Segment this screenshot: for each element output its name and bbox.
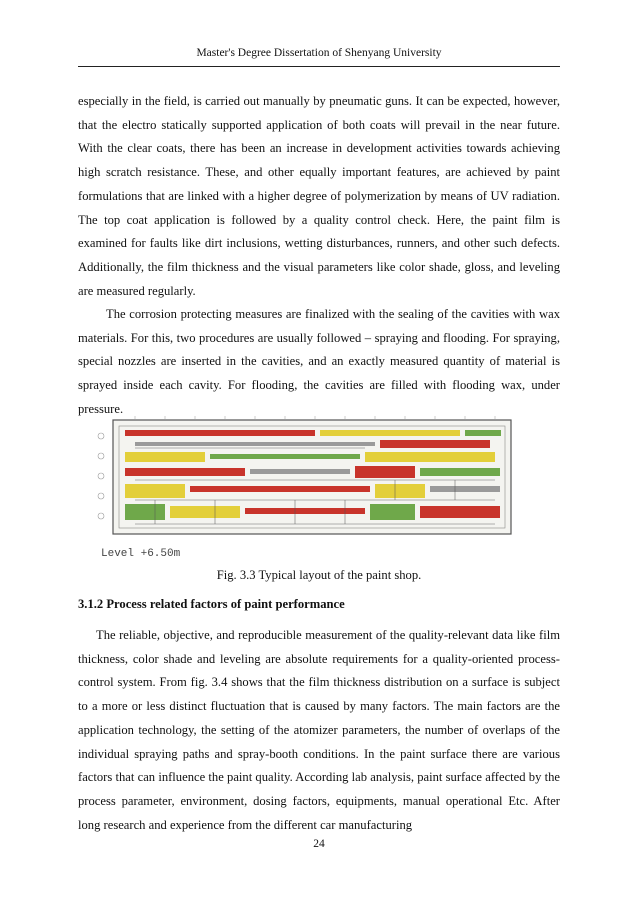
body-paragraph-2: The corrosion protecting measures are finalized with the sealing of the cavities with wax materials. For this, two procedures are usually followed – spraying and flooding. For spraying, special nozzles are inserted in the cavities, and an exactly measured quantity of material is sprayed inside each cavity. For flooding, the cavities are filled with flooding wax, under pressure.: [78, 307, 560, 416]
running-header: Master's Degree Dissertation of Shenyang University: [196, 47, 442, 59]
header-rule: [78, 66, 560, 67]
paint-shop-layout-drawing: [95, 414, 515, 564]
section-heading: 3.1.2 Process related factors of paint performance: [78, 597, 345, 611]
page-number: 24: [313, 838, 325, 850]
body-paragraph-3: The reliable, objective, and reproducible measurement of the quality-relevant data like film thickness, color shade and leveling are absolute requirements for a quality-oriented process-control system. From fig. 3.4 shows that the film thickness distribution on a surface is subject to a more or less distinct fluctuation that is caused by many factors. The main factors are the application technology, the setting of the atomizer parameters, the number of overlaps of the individual spraying paths and spray-booth conditions. In the paint surface there are various factors that can influence the paint quality. According lab analysis, paint surface affected by the process parameter, environment, dosing factors, equipments, manual operational Etc. After long research and experience from the different car manufacturing: [78, 628, 560, 832]
body-paragraph-1: especially in the field, is carried out manually by pneumatic guns. It can be expected, however, that the electro statically supported application of both coats will prevail in the near future. With the clear coats, there has been an increase in development activities towards achieving high scratch resistance. These, and other equally important features, are achieved by paint formulations that are linked with a higher degree of polymerization by means of UV radiation. The top coat application is followed by a quality control check. Here, the paint film is examined for faults like dirt inclusions, wetting disturbances, runners, and other such defects. Additionally, the film thickness and the visual parameters like color shade, gloss, and leveling are measured regularly.: [78, 94, 560, 298]
figure-caption: Fig. 3.3 Typical layout of the paint shop.: [216, 568, 422, 582]
level-label: Level +6.50m: [101, 548, 181, 560]
paint-shop-layout-figure: [95, 414, 515, 564]
